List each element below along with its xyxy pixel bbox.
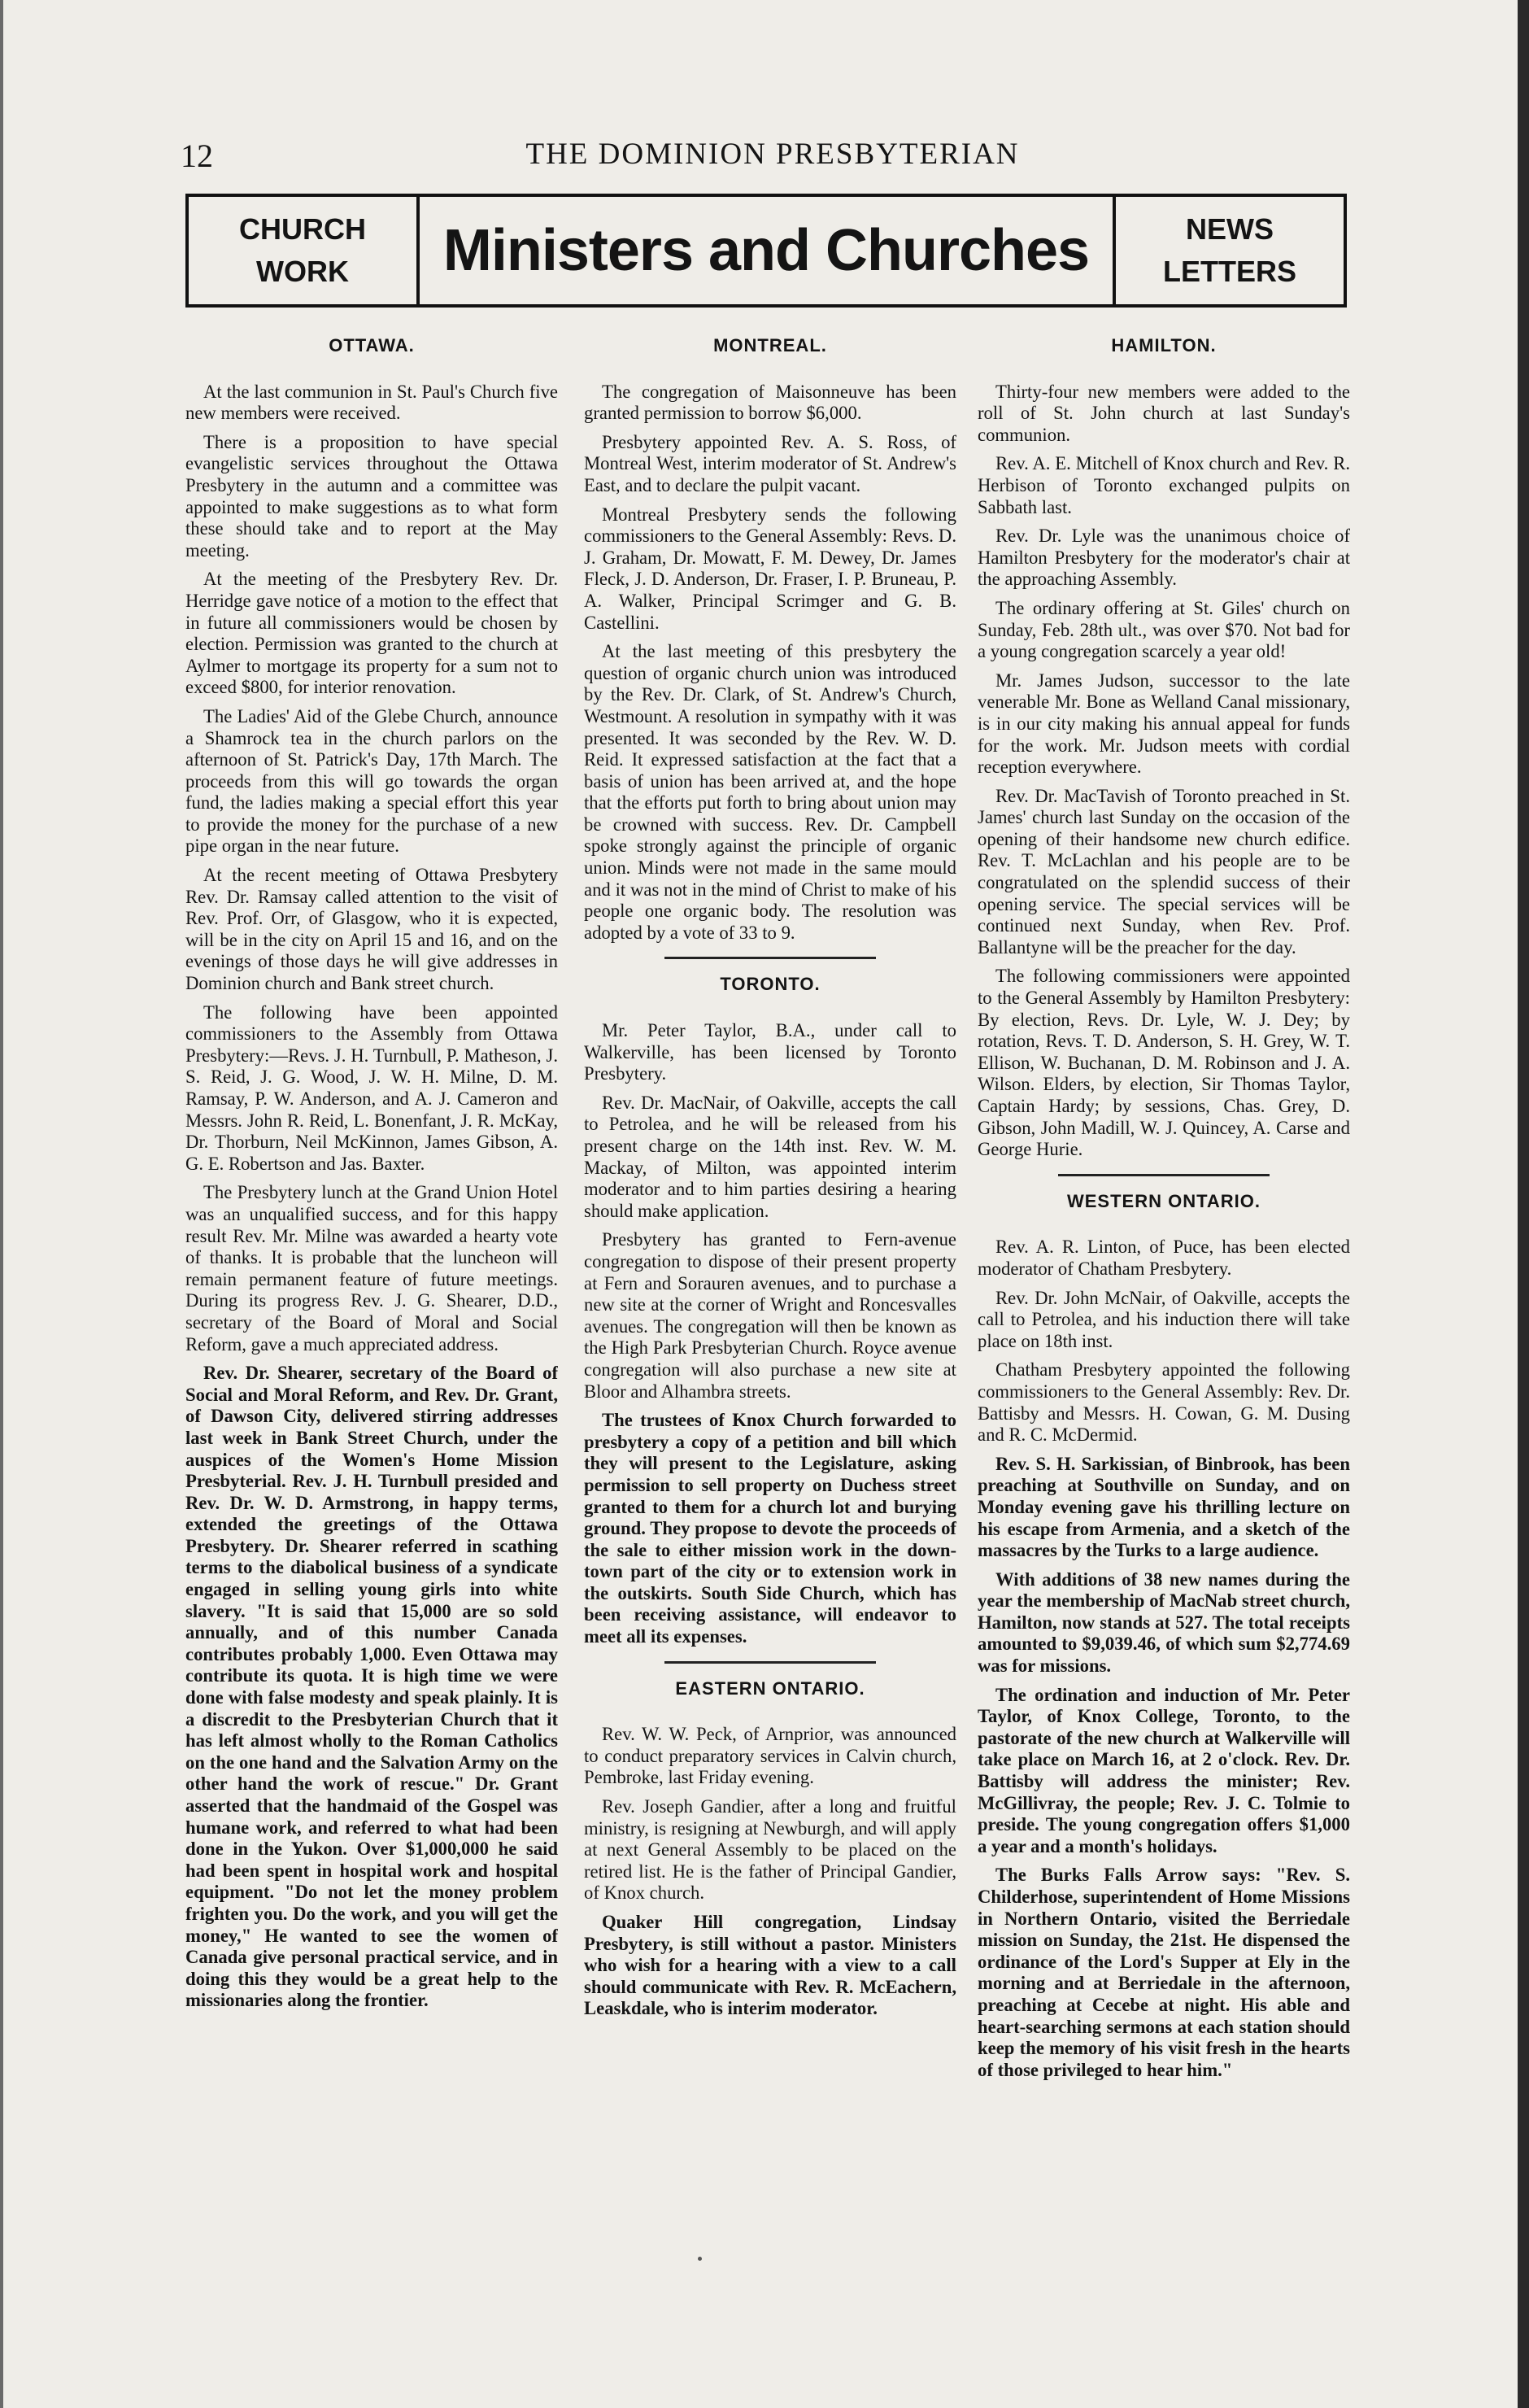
section-heading-ottawa: OTTAWA. [329,335,415,356]
section-heading-toronto: TORONTO. [720,974,821,995]
article-paragraph: Rev. S. H. Sarkissian, of Binbrook, has been preaching at Southville on Sunday, and on Monday evening gave his thrilling lecture on his escape from Armenia, and a sketch of the massacres by the Turks to a large audience. [978,1453,1350,1561]
article-paragraph: Quaker Hill congregation, Lindsay Presbytery, is still without a pastor. Ministers who wish for a hearing with a view to a call should communicate with Rev. R. McEachern, Leaskdale, who is interim moderator. [584,1912,956,2019]
article-paragraph: Rev. Joseph Gandier, after a long and fruitful ministry, is resigning at Newburgh, and will apply at next General Assembly to be placed on the retired list. He is the father of Principal Gandier, of Knox church. [584,1796,956,1904]
article-paragraph: The trustees of Knox Church forwarded to presbytery a copy of a petition and bill which they will present to the Legislature, asking permission to sell property on Duchess street granted to them for a church lot and burying ground. They propose to devote the proceeds of the sale to either mission work in the down-town part of the city or to extension work in the outskirts. South Side Church, which has been receiving assistance, will endeavor to meet all its expenses. [584,1410,956,1647]
article-paragraph: Presbytery has granted to Fern-avenue congregation to dispose of their present property at Fern and Sorauren avenues, and to purchase a new site at the corner of Wright and Roncesvalles avenues. The congregation will then be known as the High Park Presbyterian Church. Royce avenue congregation will also purchase a new site at Bloor and Alhambra streets. [584,1229,956,1402]
masthead-right-line1: NEWS [1186,212,1274,246]
page-edge-right [1518,0,1529,2408]
article-paragraph: At the last meeting of this presbytery the question of organic church union was introduced by the Rev. Dr. Clark, of St. Andrew's Church, Westmount. A resolution in sympathy with it was presented. It was seconded by the Rev. W. D. Reid. It expressed satisfaction at the fact that a basis of union has been arrived at, and the hope that the efforts put forth to bring about union may be crowned with success. Rev. Dr. Campbell spoke strongly against the principle of organic union. Minds were not made in the same mould and it was not in the mind of Christ to make of his people one organic body. The resolution was adopted by a vote of 33 to 9. [584,641,956,943]
article-paragraph: There is a proposition to have special evangelistic services throughout the Ottawa Presbytery in the autumn and a committee was appointed to make suggestions as to what form these should take and to report at the May meeting. [185,431,558,561]
masthead-right-line2: LETTERS [1162,255,1296,288]
article-paragraph: The Burks Falls Arrow says: "Rev. S. Childerhose, superintendent of Home Missions in Northern Ontario, visited the Berriedale mission on Sunday, the 21st. He dispensed the ordinance of the Lord's Supper at Ely in the morning and at Berriedale in the afternoon, preaching at Cecebe at night. His able and heart-searching sermons at each station should keep the memory of his visit fresh in the hearts of those privileged to hear him." [978,1865,1350,2080]
article-paragraph: Rev. Dr. MacTavish of Toronto preached in St. James' church last Sunday on the occasion of the opening of their handsome new church edifice. Rev. T. McLachlan and his people are to be congratulated on the splendid success of their opening service. The special services will be continued next Sunday, when Rev. Prof. Ballantyne will be the preacher for the day. [978,785,1350,958]
masthead-left-line2: WORK [256,255,349,288]
article-paragraph: Rev. Dr. John McNair, of Oakville, accepts the call to Petrolea, and his induction there will take place on 18th inst. [978,1287,1350,1351]
article-paragraph: The congregation of Maisonneuve has been granted permission to borrow $6,000. [584,381,956,424]
section-heading-western-ontario: WESTERN ONTARIO. [1066,1190,1261,1211]
article-paragraph: Mr. James Judson, successor to the late venerable Mr. Bone as Welland Canal missionary, is in our city making his annual appeal for funds for the work. Mr. Judson meets with cordial reception everywhere. [978,670,1350,778]
article-paragraph: Thirty-four new members were added to the roll of St. John church at last Sunday's communion. [978,381,1350,445]
article-paragraph: Mr. Peter Taylor, B.A., under call to Walkerville, has been licensed by Toronto Presbytery. [584,1020,956,1084]
article-paragraph: Rev. W. W. Peck, of Arnprior, was announced to conduct preparatory services in Calvin church, Pembroke, last Friday evening. [584,1724,956,1788]
section-divider [1058,1174,1270,1176]
section-heading-montreal: MONTREAL. [713,335,827,356]
article-paragraph: Rev. Dr. Lyle was the unanimous choice of Hamilton Presbytery for the moderator's chair at the approaching Assembly. [978,526,1350,590]
article-paragraph: Presbytery appointed Rev. A. S. Ross, of Montreal West, interim moderator of St. Andrew's East, and to declare the pulpit vacant. [584,431,956,495]
masthead-left-box [189,197,420,304]
article-paragraph: Montreal Presbytery sends the following commissioners to the General Assembly: Revs. D. J. Graham, Dr. Mowatt, F. M. Dewey, Dr. James Fleck, J. D. Anderson, Dr. Fraser, I. P. Bruneau, P. A. Walker, Principal Scrimger and G. B. Castellini. [584,504,956,633]
column-hamilton-western [978,332,1350,2236]
article-paragraph: With additions of 38 new names during the year the membership of MacNab street church, Hamilton, now stands at 527. The total receipts amounted to $9,039.46, of which sum $2,774.69 was for missions. [978,1568,1350,1677]
section-heading-eastern-ontario: EASTERN ONTARIO. [675,1677,865,1699]
article-paragraph: The Presbytery lunch at the Grand Union Hotel was an unqualified success, and for this happy result Rev. Mr. Milne was awarded a hearty vote of thanks. It is probable that the luncheon will remain permanent feature of future meetings. During its progress Rev. J. G. Shearer, D.D., secretary of the Board of Moral and Social Reform, gave a much appreciated address. [185,1182,558,1354]
article-paragraph: At the last communion in St. Paul's Church five new members were received. [185,381,558,424]
article-paragraph: Rev. A. E. Mitchell of Knox church and Rev. R. Herbison of Toronto exchanged pulpits on Sabbath last. [978,453,1350,517]
print-speck [698,2257,702,2261]
section-heading-hamilton: HAMILTON. [1111,335,1217,356]
article-paragraph: At the recent meeting of Ottawa Presbytery Rev. Dr. Ramsay called attention to the visit of Rev. Prof. Orr, of Glasgow, who it is expected, will be in the city on April 15 and 16, and on the evenings of those days he will give addresses in Dominion church and Bank street church. [185,865,558,994]
masthead-left-line1: CHURCH [239,212,366,246]
masthead-title: Ministers and Churches [442,218,1090,283]
article-paragraph: Rev. Dr. Shearer, secretary of the Board of Social and Moral Reform, and Rev. Dr. Grant, of Dawson City, delivered stirring addresses last week in Bank Street Church, under the auspices of the Women's Home Mission Presbyterial. Rev. J. H. Turnbull presided and Rev. Dr. W. D. Armstrong, in happy terms, extended the greetings of the Ottawa Presbytery. Dr. Shearer referred in scathing terms to the diabolical business of a syndicate engaged in selling young girls into white slavery. "It is said that 15,000 are so sold annually, and of this number Canada contributes probably 1,000. Even Ottawa may contribute its quota. It is high time we were done with false modesty and speak plainly. It is a discredit to the Presbyterian Church that it has left almost wholly to the Roman Catholics on the one hand and the Salvation Army on the other hand the work of rescue." Dr. Grant asserted that the handmaid of the Gospel was humane work, and referred to what had been done in the Yukon. Over $1,000,000 he said had been spent in hospital work and hospital equipment. "Do not let the money problem frighten you. Do the work, and you will get the money," He wanted to see the women of Canada give personal practical service, and in doing this they would be a great help to the missionaries along the frontier. [185,1363,558,2011]
page-number: 12 [181,137,213,174]
masthead-right-box [1113,197,1344,304]
column-ottawa [185,332,558,2236]
article-paragraph: The ordinary offering at St. Giles' church on Sunday, Feb. 28th ult., was over $70. Not bad for a young congregation scarcely a year old! [978,597,1350,662]
article-paragraph: At the meeting of the Presbytery Rev. Dr. Herridge gave notice of a motion to the effect that in future all commissioners would be chosen by election. Permission was granted to the church at Aylmer to mortgage its property for a sum not to exceed $800, for interior renovation. [185,569,558,698]
masthead [185,194,1347,308]
article-paragraph: Rev. Dr. MacNair, of Oakville, accepts the call to Petrolea, and he will be released from his present charge on the 14th inst. Rev. W. M. Mackay, of Milton, was appointed interim moderator and to him parties desiring a hearing should make application. [584,1092,956,1221]
article-paragraph: The following have been appointed commissioners to the Assembly from Ottawa Presbytery:—Revs. J. H. Turnbull, P. Matheson, J. S. Reid, J. G. Wood, J. W. H. Milne, D. M. Ramsay, P. W. Anderson, and A. J. Cameron and Messrs. John R. Reid, L. Bonenfant, J. R. McKay, Dr. Thorburn, Neil McKinnon, James Gibson, A. G. E. Robertson and Jas. Baxter. [185,1001,558,1174]
article-paragraph: The following commissioners were appointed to the General Assembly by Hamilton Presbytery: By election, Revs. Dr. Lyle, W. J. Dey; by rotation, Revs. T. D. Anderson, S. H. Grey, W. T. Ellison, W. Buchanan, D. M. Robinson and J. A. Wilson. Elders, by election, Sir Thomas Taylor, Captain Hardy; by sessions, Chas. Grey, D. Gibson, John Madill, W. J. Quincey, A. Carse and George Hurie. [978,966,1350,1160]
section-divider [664,957,876,959]
column-montreal-toronto-eastern [584,332,956,2236]
article-paragraph: The Ladies' Aid of the Glebe Church, announce a Shamrock tea in the church parlors on the afternoon of St. Patrick's Day, 17th March. The proceeds from this will go towards the organ fund, the ladies making a special effort this year to provide the money for the purchase of a new pipe organ in the near future. [185,705,558,857]
article-paragraph: The ordination and induction of Mr. Peter Taylor, of Knox College, Toronto, to the pastorate of the new church at Walkerville will take place on March 16, at 2 o'clock. Rev. Dr. Battisby will address the minister; Rev. McGillivray, the people; Rev. J. C. Tolmie to preside. The young congregation offers $1,000 a year and a month's holidays. [978,1684,1350,1856]
running-title: THE DOMINION PRESBYTERIAN [525,137,1020,171]
article-paragraph: Chatham Presbytery appointed the following commissioners to the General Assembly: Rev. Dr. Battisby and Messrs. H. Cowan, G. M. Dusing and R. C. McDermid. [978,1359,1350,1446]
article-paragraph: Rev. A. R. Linton, of Puce, has been elected moderator of Chatham Presbytery. [978,1237,1350,1279]
section-divider [664,1661,876,1664]
page-edge-left [0,0,3,2408]
